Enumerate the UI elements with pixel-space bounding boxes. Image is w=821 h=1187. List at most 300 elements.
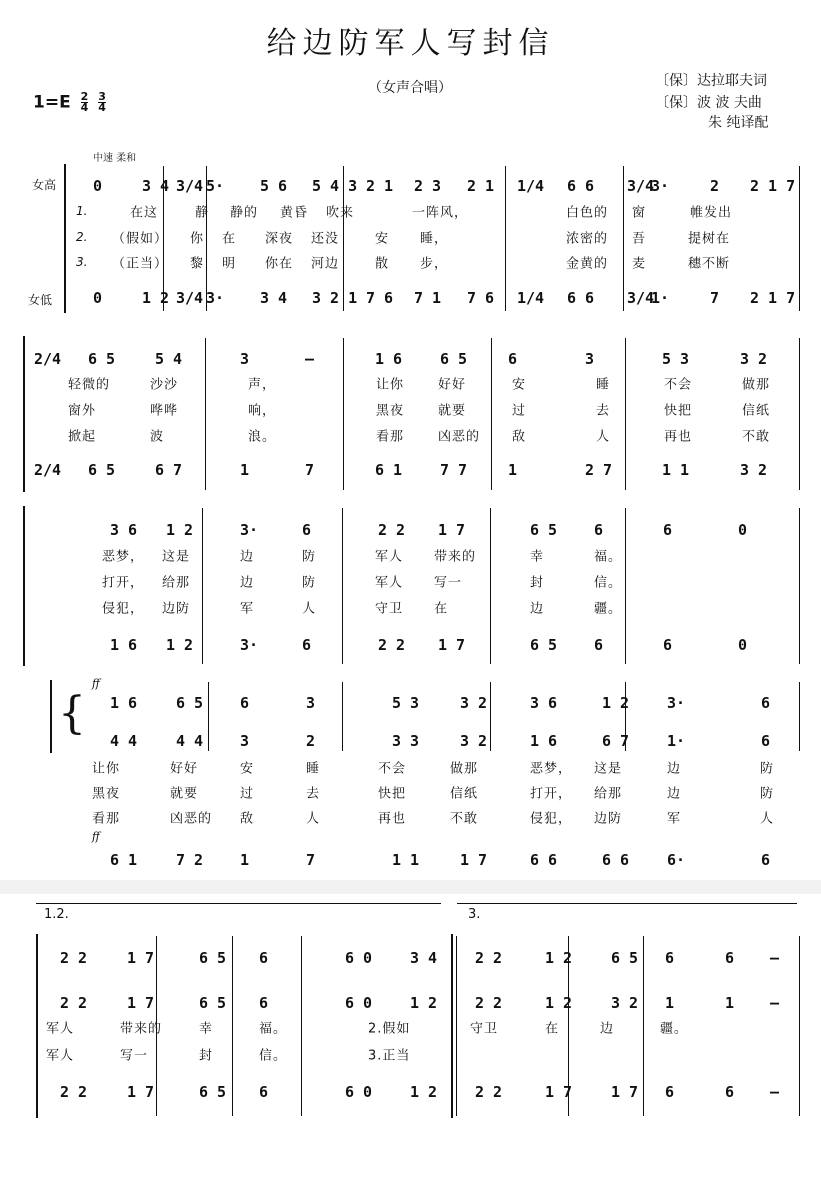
note-group: 1 6 bbox=[530, 732, 558, 750]
note-group: 1 7 bbox=[127, 949, 155, 967]
note-group: 6 5 bbox=[199, 949, 227, 967]
note-group: 1 bbox=[725, 994, 735, 1012]
barline bbox=[202, 508, 203, 664]
note-group: 3 2 1 bbox=[312, 289, 358, 307]
note-group: 2 2 bbox=[378, 636, 406, 654]
lyric-syllable: 写一 bbox=[434, 575, 463, 591]
lyric-syllable: 穗不断 bbox=[688, 256, 731, 272]
lyric-syllable: 军 bbox=[667, 811, 682, 827]
lyric-syllable: 凶恶的 bbox=[438, 429, 481, 445]
lyric-syllable: 福。 bbox=[259, 1021, 288, 1037]
note-group: – bbox=[770, 994, 780, 1012]
lyric-syllable: 在 bbox=[545, 1021, 560, 1037]
note-group: 1 7 bbox=[127, 1083, 155, 1101]
note-group: 6 bbox=[508, 350, 518, 368]
lyric-syllable: 一阵风， bbox=[412, 205, 469, 221]
lyric-syllable: 幸 bbox=[199, 1021, 214, 1037]
note-group: 6 5 bbox=[530, 636, 558, 654]
note-group: 6 bbox=[663, 521, 673, 539]
lyric-syllable: 吾 bbox=[632, 231, 647, 247]
note-group: 1· bbox=[651, 289, 670, 307]
system-bracket bbox=[50, 680, 52, 753]
lyric-syllable: 边 bbox=[240, 575, 255, 591]
note-group: 3/4 bbox=[627, 177, 655, 195]
note-group: 2 2 bbox=[60, 949, 88, 967]
note-group: 2 7 bbox=[585, 461, 613, 479]
note-group: 5 3 bbox=[662, 350, 690, 368]
note-group: 6 5 bbox=[176, 694, 204, 712]
note-group: 3· bbox=[206, 289, 225, 307]
lyric-syllable: 打开， bbox=[102, 575, 145, 591]
note-group: 6 bbox=[302, 521, 312, 539]
lyric-syllable: 哗哗 bbox=[150, 403, 179, 419]
barline bbox=[505, 166, 506, 311]
note-group: 3 6 bbox=[530, 694, 558, 712]
note-group: 6 6 bbox=[530, 851, 558, 869]
note-group: 2 1 bbox=[366, 177, 394, 195]
lyric-syllable: 轻微的 bbox=[68, 377, 111, 393]
note-group: 7 6 bbox=[366, 289, 394, 307]
note-group: 7 7 bbox=[440, 461, 468, 479]
lyric-syllable: 金黄的 bbox=[566, 256, 609, 272]
lyric-syllable: 就要 bbox=[170, 786, 199, 802]
lyric-syllable: 侵犯， bbox=[530, 811, 573, 827]
lyric-syllable: 敌 bbox=[240, 811, 255, 827]
composer-credit: 〔保〕波 波 夫曲 bbox=[655, 95, 762, 111]
note-group: 1 7 bbox=[127, 994, 155, 1012]
lyric-syllable: 边 bbox=[600, 1021, 615, 1037]
lyric-row bbox=[0, 403, 821, 419]
note-group: 1 2 bbox=[602, 694, 630, 712]
volta-1-line bbox=[36, 903, 441, 904]
note-group: 1 6 bbox=[110, 636, 138, 654]
note-group: 1/4 bbox=[517, 289, 545, 307]
note-group: 3 2 bbox=[740, 350, 768, 368]
lyric-syllable: 带来的 bbox=[120, 1021, 163, 1037]
lyric-syllable: 黄昏 bbox=[280, 205, 309, 221]
note-group: 6 5 bbox=[199, 1083, 227, 1101]
note-group: 1 2 bbox=[410, 1083, 438, 1101]
note-group: 3 bbox=[306, 694, 316, 712]
note-group: 3 bbox=[240, 732, 250, 750]
barline bbox=[643, 936, 644, 1116]
lyric-syllable: 幸 bbox=[530, 549, 545, 565]
verse-number: 3. bbox=[76, 255, 88, 269]
lyric-syllable: 再也 bbox=[378, 811, 407, 827]
lyric-syllable: 3.正当 bbox=[368, 1048, 411, 1064]
lyric-syllable: 过 bbox=[512, 403, 527, 419]
notation-row bbox=[0, 994, 821, 1012]
lyric-syllable: 恶梦， bbox=[530, 761, 573, 777]
note-group: 3 3 bbox=[392, 732, 420, 750]
volta-3-label: 3. bbox=[468, 907, 481, 922]
lyric-syllable: 封 bbox=[199, 1048, 214, 1064]
lyric-row bbox=[0, 204, 821, 221]
note-group: 4 4 bbox=[176, 732, 204, 750]
note-group: 3 6 bbox=[110, 521, 138, 539]
note-group: 6 5 bbox=[440, 350, 468, 368]
note-group: 2/4 bbox=[34, 350, 62, 368]
barline bbox=[623, 166, 624, 311]
lyric-syllable: 提树在 bbox=[688, 231, 731, 247]
volta-1-label: 1.2. bbox=[44, 907, 69, 922]
voice-brace: { bbox=[58, 688, 86, 739]
lyric-syllable: 在 bbox=[222, 231, 237, 247]
barline bbox=[342, 508, 343, 664]
barline bbox=[799, 936, 800, 1116]
note-group: 1 7 bbox=[438, 521, 466, 539]
time-signature-a: $\frac{2}{4}$ bbox=[80, 90, 89, 114]
note-group: 5· bbox=[206, 177, 225, 195]
note-group: 7 1 bbox=[414, 289, 442, 307]
lyric-syllable: 白色的 bbox=[566, 205, 609, 221]
lyric-syllable: 恶梦， bbox=[102, 549, 145, 565]
lyric-syllable: 封 bbox=[530, 575, 545, 591]
lyric-syllable: 还没 bbox=[311, 231, 340, 247]
lyric-syllable: （假如） bbox=[112, 231, 169, 247]
lyric-syllable: 沙沙 bbox=[150, 377, 179, 393]
lyric-syllable: 边防 bbox=[162, 601, 191, 617]
barline bbox=[491, 338, 492, 490]
lyric-syllable: 做那 bbox=[742, 377, 771, 393]
lyric-syllable: 黑夜 bbox=[376, 403, 405, 419]
barline bbox=[799, 166, 800, 311]
song-subtitle: （女声合唱） bbox=[368, 80, 452, 96]
verse-number: 2. bbox=[76, 230, 88, 244]
note-group: 3/4 bbox=[176, 289, 204, 307]
notation-row bbox=[0, 350, 821, 368]
barline bbox=[206, 166, 207, 311]
note-group: – bbox=[305, 350, 315, 368]
lyric-syllable: 在 bbox=[434, 601, 449, 617]
barline bbox=[156, 936, 157, 1116]
system-bracket bbox=[36, 934, 38, 1118]
note-group: 6 bbox=[665, 949, 675, 967]
lyric-syllable: 静的 bbox=[230, 205, 259, 221]
lyric-row bbox=[0, 601, 821, 617]
lyric-syllable: 你在 bbox=[265, 256, 294, 272]
lyric-syllable: 好好 bbox=[438, 377, 467, 393]
system-bracket bbox=[451, 934, 453, 1118]
lyric-syllable: 睡 bbox=[596, 377, 611, 393]
barline bbox=[205, 338, 206, 490]
note-group: 0 bbox=[93, 289, 103, 307]
note-group: 7 6 bbox=[467, 289, 495, 307]
dynamic-ff-lower: ff bbox=[92, 830, 100, 843]
lyric-syllable: 河边 bbox=[311, 256, 340, 272]
lyric-syllable: 军人 bbox=[375, 549, 404, 565]
note-group: 2 1 7 bbox=[750, 289, 796, 307]
note-group: 6 0 bbox=[345, 949, 373, 967]
lyric-row bbox=[0, 761, 821, 777]
system-bracket bbox=[64, 164, 66, 313]
lyric-syllable: 掀起 bbox=[68, 429, 97, 445]
notation-row bbox=[0, 949, 821, 967]
lyric-syllable: 做那 bbox=[450, 761, 479, 777]
lyric-syllable: 快把 bbox=[378, 786, 407, 802]
barline bbox=[625, 508, 626, 664]
note-group: 2 2 bbox=[378, 521, 406, 539]
soprano-label: 女高 bbox=[32, 178, 57, 192]
page-fold bbox=[0, 880, 821, 894]
lyric-row bbox=[0, 230, 821, 247]
note-group: 1 2 bbox=[545, 994, 573, 1012]
note-group: 1 2 bbox=[410, 994, 438, 1012]
lyric-syllable: 去 bbox=[596, 403, 611, 419]
lyric-syllable: 给那 bbox=[162, 575, 191, 591]
note-group: 1 bbox=[240, 461, 250, 479]
barline bbox=[625, 338, 626, 490]
note-group: 6 1 bbox=[375, 461, 403, 479]
lyric-syllable: 黎 bbox=[190, 256, 205, 272]
lyric-syllable: 防 bbox=[760, 786, 775, 802]
lyricist-credit: 〔保〕达拉耶夫词 bbox=[655, 73, 767, 89]
lyric-syllable: 带来的 bbox=[434, 549, 477, 565]
lyric-syllable: 信纸 bbox=[450, 786, 479, 802]
note-group: 6 bbox=[240, 694, 250, 712]
lyric-syllable: 侵犯， bbox=[102, 601, 145, 617]
lyric-syllable: 安 bbox=[375, 231, 390, 247]
lyric-syllable: 波 bbox=[150, 429, 165, 445]
note-group: 3· bbox=[651, 177, 670, 195]
lyric-syllable: 去 bbox=[306, 786, 321, 802]
note-group: 3 2 bbox=[611, 994, 639, 1012]
lyric-syllable: 福。 bbox=[594, 549, 623, 565]
note-group: 6 5 bbox=[530, 521, 558, 539]
lyric-syllable: 响， bbox=[248, 403, 277, 419]
lyric-syllable: 吹来 bbox=[326, 205, 355, 221]
lyric-syllable: 静 bbox=[195, 205, 210, 221]
note-group: 6 5 bbox=[88, 461, 116, 479]
note-group: 6 bbox=[594, 636, 604, 654]
note-group: 1 7 bbox=[438, 636, 466, 654]
lyric-syllable: 不会 bbox=[378, 761, 407, 777]
note-group: 3 4 bbox=[410, 949, 438, 967]
lyric-syllable: 深夜 bbox=[265, 231, 294, 247]
note-group: 2/4 bbox=[34, 461, 62, 479]
note-group: – bbox=[770, 1083, 780, 1101]
lyric-syllable: 不敢 bbox=[742, 429, 771, 445]
alto-label: 女低 bbox=[28, 293, 53, 307]
note-group: 5 6 bbox=[260, 177, 288, 195]
lyric-row bbox=[0, 377, 821, 393]
note-group: 6 7 bbox=[602, 732, 630, 750]
lyric-syllable: 看那 bbox=[376, 429, 405, 445]
lyric-syllable: 窗 bbox=[632, 205, 647, 221]
barline bbox=[208, 682, 209, 751]
note-group: 2 3 bbox=[414, 177, 442, 195]
lyric-syllable: 过 bbox=[240, 786, 255, 802]
note-group: 3 2 bbox=[460, 732, 488, 750]
lyric-row bbox=[0, 1048, 821, 1064]
notation-row bbox=[0, 521, 821, 539]
note-group: 1 6 bbox=[110, 694, 138, 712]
system-bracket bbox=[23, 506, 25, 666]
note-group: 2 bbox=[710, 177, 720, 195]
note-group: 6 bbox=[259, 994, 269, 1012]
lyric-syllable: 你 bbox=[190, 231, 205, 247]
lyric-row bbox=[0, 811, 821, 827]
note-group: 6 bbox=[761, 851, 771, 869]
lyric-syllable: 守卫 bbox=[375, 601, 404, 617]
note-group: 7 bbox=[710, 289, 720, 307]
note-group: 6 6 bbox=[567, 289, 595, 307]
note-group: 3· bbox=[240, 636, 259, 654]
note-group: 6 bbox=[663, 636, 673, 654]
key-signature bbox=[33, 92, 106, 113]
note-group: 6 bbox=[665, 1083, 675, 1101]
note-group: 2 2 bbox=[475, 994, 503, 1012]
system-bracket bbox=[23, 336, 25, 492]
lyric-syllable: 信。 bbox=[594, 575, 623, 591]
lyric-syllable: 不会 bbox=[664, 377, 693, 393]
lyric-syllable: 打开， bbox=[530, 786, 573, 802]
lyric-syllable: 疆。 bbox=[660, 1021, 689, 1037]
notation-row bbox=[0, 461, 821, 479]
lyric-syllable: 边 bbox=[667, 761, 682, 777]
lyric-syllable: 人 bbox=[596, 429, 611, 445]
notation-row bbox=[0, 851, 821, 869]
note-group: 6 6 bbox=[602, 851, 630, 869]
note-group: 6 bbox=[259, 949, 269, 967]
barline bbox=[799, 682, 800, 751]
note-group: 1 7 bbox=[545, 1083, 573, 1101]
barline bbox=[163, 166, 164, 311]
barline bbox=[799, 338, 800, 490]
lyric-syllable: 黑夜 bbox=[92, 786, 121, 802]
barline bbox=[490, 508, 491, 664]
note-group: 3· bbox=[240, 521, 259, 539]
lyric-syllable: 敌 bbox=[512, 429, 527, 445]
barline bbox=[490, 682, 491, 751]
note-group: 1 2 bbox=[166, 636, 194, 654]
note-group: 6 bbox=[725, 1083, 735, 1101]
note-group: 1 1 bbox=[392, 851, 420, 869]
tempo-marking: 中速 柔和 bbox=[93, 153, 137, 164]
lyric-syllable: 窗外 bbox=[68, 403, 97, 419]
lyric-syllable: 守卫 bbox=[470, 1021, 499, 1037]
barline bbox=[343, 338, 344, 490]
note-group: 2 2 bbox=[60, 994, 88, 1012]
note-group: 1/4 bbox=[517, 177, 545, 195]
lyric-syllable: 再也 bbox=[664, 429, 693, 445]
note-group: 2 bbox=[306, 732, 316, 750]
lyric-row bbox=[0, 549, 821, 565]
note-group: 4 4 bbox=[110, 732, 138, 750]
barline bbox=[799, 508, 800, 664]
barline bbox=[568, 936, 569, 1116]
volta-3-line bbox=[457, 903, 797, 904]
notation-row bbox=[0, 694, 821, 712]
lyric-row bbox=[0, 575, 821, 591]
note-group: 6 5 bbox=[611, 949, 639, 967]
barline bbox=[456, 936, 457, 1116]
note-group: 2 1 7 bbox=[750, 177, 796, 195]
lyric-syllable: 快把 bbox=[664, 403, 693, 419]
note-group: 3· bbox=[667, 694, 686, 712]
note-group: 0 bbox=[93, 177, 103, 195]
note-group: 1 bbox=[508, 461, 518, 479]
lyric-syllable: 帷发出 bbox=[690, 205, 733, 221]
lyric-syllable: 疆。 bbox=[594, 601, 623, 617]
note-group: 6 bbox=[302, 636, 312, 654]
lyric-syllable: 浓密的 bbox=[566, 231, 609, 247]
lyric-syllable: 步， bbox=[420, 256, 449, 272]
lyric-syllable: 看那 bbox=[92, 811, 121, 827]
note-group: 3 2 bbox=[740, 461, 768, 479]
note-group: 6 bbox=[259, 1083, 269, 1101]
song-title: 给边防军人写封信 bbox=[266, 26, 555, 61]
lyric-syllable: 浪。 bbox=[248, 429, 277, 445]
note-group: 0 bbox=[738, 521, 748, 539]
lyric-syllable: （正当） bbox=[112, 256, 169, 272]
note-group: 3 2 bbox=[460, 694, 488, 712]
lyric-syllable: 给那 bbox=[594, 786, 623, 802]
lyric-syllable: 边防 bbox=[594, 811, 623, 827]
note-group: 6 bbox=[725, 949, 735, 967]
note-group: 2 2 bbox=[475, 1083, 503, 1101]
lyric-syllable: 睡 bbox=[306, 761, 321, 777]
note-group: 1 bbox=[665, 994, 675, 1012]
lyric-syllable: 凶恶的 bbox=[170, 811, 213, 827]
note-group: 6 5 bbox=[199, 994, 227, 1012]
lyric-syllable: 这是 bbox=[594, 761, 623, 777]
note-group: 6 bbox=[594, 521, 604, 539]
lyric-syllable: 安 bbox=[240, 761, 255, 777]
lyric-syllable: 信纸 bbox=[742, 403, 771, 419]
note-group: 1 2 bbox=[166, 521, 194, 539]
dynamic-ff-upper: ff bbox=[92, 677, 100, 690]
lyric-syllable: 防 bbox=[302, 575, 317, 591]
note-group: 6· bbox=[667, 851, 686, 869]
lyric-syllable: 边 bbox=[240, 549, 255, 565]
note-group: 6 bbox=[761, 694, 771, 712]
lyric-syllable: 让你 bbox=[376, 377, 405, 393]
note-group: – bbox=[770, 949, 780, 967]
lyric-syllable: 安 bbox=[512, 377, 527, 393]
barline bbox=[343, 166, 344, 311]
lyric-syllable: 军人 bbox=[46, 1048, 75, 1064]
lyric-syllable: 好好 bbox=[170, 761, 199, 777]
note-group: 2 2 bbox=[475, 949, 503, 967]
note-group: 6 0 bbox=[345, 994, 373, 1012]
note-group: 7 bbox=[305, 461, 315, 479]
lyric-syllable: 人 bbox=[302, 601, 317, 617]
translator-credit: 朱 纯译配 bbox=[708, 115, 769, 131]
barline bbox=[232, 936, 233, 1116]
lyric-syllable: 睡， bbox=[420, 231, 449, 247]
note-group: 6 6 bbox=[567, 177, 595, 195]
note-group: 1 1 bbox=[662, 461, 690, 479]
note-group: 1 6 bbox=[375, 350, 403, 368]
lyric-syllable: 边 bbox=[530, 601, 545, 617]
note-group: 5 4 3 bbox=[312, 177, 358, 195]
lyric-syllable: 防 bbox=[302, 549, 317, 565]
lyric-row bbox=[0, 255, 821, 272]
note-group: 6 bbox=[761, 732, 771, 750]
lyric-syllable: 不敢 bbox=[450, 811, 479, 827]
lyric-syllable: 信。 bbox=[259, 1048, 288, 1064]
note-group: 3 4 bbox=[260, 289, 288, 307]
barline bbox=[301, 936, 302, 1116]
barline bbox=[342, 682, 343, 751]
note-group: 6 0 bbox=[345, 1083, 373, 1101]
note-group: 3/4 bbox=[627, 289, 655, 307]
verse-number: 1. bbox=[76, 204, 88, 218]
note-group: 1 7 bbox=[460, 851, 488, 869]
lyric-syllable: 在这 bbox=[130, 205, 159, 221]
note-group: 0 bbox=[738, 636, 748, 654]
